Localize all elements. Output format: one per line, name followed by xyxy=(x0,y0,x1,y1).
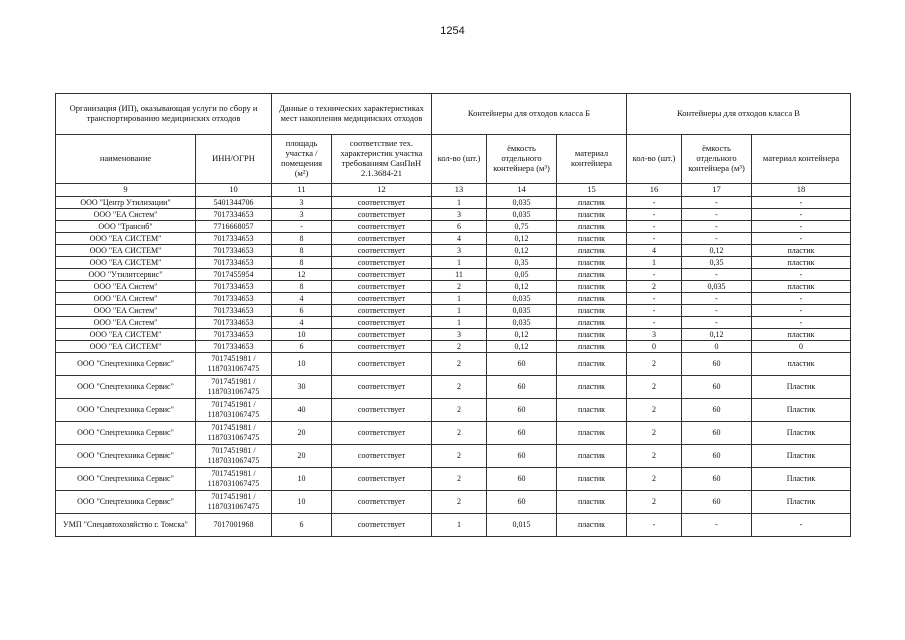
cell-org-name: ООО "Трансиб" xyxy=(56,221,196,233)
cell-b-count: 1 xyxy=(432,257,487,269)
cell-b-material: пластик xyxy=(557,209,627,221)
cell-area: - xyxy=(272,221,332,233)
table-row xyxy=(56,281,851,293)
cell-b-material: пластик xyxy=(557,445,627,468)
header-column-row xyxy=(56,135,851,184)
cell-v-material: Пластик xyxy=(752,422,851,445)
cell-b-material: пластик xyxy=(557,376,627,399)
table-row xyxy=(56,445,851,468)
cell-v-capacity: 60 xyxy=(682,422,752,445)
cell-v-material: - xyxy=(752,233,851,245)
cell-v-count: 2 xyxy=(627,353,682,376)
cell-v-capacity: - xyxy=(682,221,752,233)
cell-org-name: ООО "Спецтехника Сервис" xyxy=(56,399,196,422)
cell-v-capacity: 0,035 xyxy=(682,281,752,293)
cell-b-capacity: 0,12 xyxy=(487,233,557,245)
cell-area: 8 xyxy=(272,233,332,245)
table-row xyxy=(56,257,851,269)
cell-b-material: пластик xyxy=(557,341,627,353)
cell-inn-ogrn: 7017334653 xyxy=(196,341,272,353)
cell-b-capacity: 0,035 xyxy=(487,317,557,329)
cell-org-name: ООО "ЕА СИСТЕМ" xyxy=(56,341,196,353)
table-row xyxy=(56,422,851,445)
cell-compliance: соответствует xyxy=(332,514,432,537)
cell-b-count: 2 xyxy=(432,445,487,468)
cell-b-material: пластик xyxy=(557,221,627,233)
cell-area: 3 xyxy=(272,209,332,221)
header-v-material: материал контейнера xyxy=(752,135,851,184)
cell-b-material: пластик xyxy=(557,197,627,209)
table-row xyxy=(56,376,851,399)
cell-org-name: ООО "ЕА СИСТЕМ" xyxy=(56,233,196,245)
cell-area: 10 xyxy=(272,329,332,341)
cell-b-capacity: 0,75 xyxy=(487,221,557,233)
cell-v-count: 2 xyxy=(627,445,682,468)
cell-v-material: - xyxy=(752,221,851,233)
cell-v-count: - xyxy=(627,293,682,305)
cell-inn-ogrn: 7017334653 xyxy=(196,233,272,245)
cell-inn-ogrn: 7017334653 xyxy=(196,209,272,221)
header-v-count: кол-во (шт.) xyxy=(627,135,682,184)
cell-b-material: пластик xyxy=(557,257,627,269)
cell-v-count: - xyxy=(627,221,682,233)
cell-v-capacity: 60 xyxy=(682,445,752,468)
cell-org-name: ООО "ЕА Систем" xyxy=(56,305,196,317)
header-name: наименование xyxy=(56,135,196,184)
cell-inn-ogrn: 7017334653 xyxy=(196,293,272,305)
table-row xyxy=(56,209,851,221)
cell-b-material: пластик xyxy=(557,281,627,293)
cell-b-capacity: 0,12 xyxy=(487,329,557,341)
cell-b-capacity: 60 xyxy=(487,399,557,422)
column-number: 10 xyxy=(196,184,272,197)
cell-inn-ogrn: 7017334653 xyxy=(196,245,272,257)
cell-area: 4 xyxy=(272,293,332,305)
cell-v-material: Пластик xyxy=(752,445,851,468)
table-row xyxy=(56,221,851,233)
cell-v-count: - xyxy=(627,514,682,537)
cell-v-material: - xyxy=(752,293,851,305)
cell-b-capacity: 0,35 xyxy=(487,257,557,269)
cell-inn-ogrn: 7017334653 xyxy=(196,257,272,269)
cell-org-name: ООО "ЕА СИСТЕМ" xyxy=(56,245,196,257)
cell-b-capacity: 0,12 xyxy=(487,245,557,257)
cell-compliance: соответствует xyxy=(332,245,432,257)
cell-area: 8 xyxy=(272,257,332,269)
table-row xyxy=(56,341,851,353)
cell-b-count: 2 xyxy=(432,281,487,293)
cell-b-capacity: 60 xyxy=(487,468,557,491)
cell-compliance: соответствует xyxy=(332,257,432,269)
cell-v-capacity: - xyxy=(682,233,752,245)
column-number: 14 xyxy=(487,184,557,197)
cell-v-count: - xyxy=(627,269,682,281)
cell-area: 6 xyxy=(272,305,332,317)
cell-b-material: пластик xyxy=(557,233,627,245)
cell-area: 6 xyxy=(272,514,332,537)
cell-v-capacity: 60 xyxy=(682,376,752,399)
cell-inn-ogrn: 7017451981 / 1187031067475 xyxy=(196,491,272,514)
table-row xyxy=(56,317,851,329)
cell-v-capacity: - xyxy=(682,317,752,329)
cell-v-count: 0 xyxy=(627,341,682,353)
cell-compliance: соответствует xyxy=(332,341,432,353)
cell-b-capacity: 0,035 xyxy=(487,305,557,317)
cell-b-count: 1 xyxy=(432,305,487,317)
cell-inn-ogrn: 7017451981 / 1187031067475 xyxy=(196,376,272,399)
cell-compliance: соответствует xyxy=(332,197,432,209)
cell-v-capacity: 60 xyxy=(682,399,752,422)
cell-v-count: 1 xyxy=(627,257,682,269)
cell-compliance: соответствует xyxy=(332,317,432,329)
cell-v-material: - xyxy=(752,317,851,329)
cell-v-count: - xyxy=(627,305,682,317)
cell-inn-ogrn: 7017334653 xyxy=(196,329,272,341)
cell-org-name: ООО "ЕА Систем" xyxy=(56,209,196,221)
cell-b-count: 6 xyxy=(432,221,487,233)
cell-area: 4 xyxy=(272,317,332,329)
cell-v-count: 2 xyxy=(627,399,682,422)
cell-v-count: 2 xyxy=(627,376,682,399)
cell-compliance: соответствует xyxy=(332,293,432,305)
cell-area: 8 xyxy=(272,245,332,257)
cell-org-name: ООО "Утилитсервис" xyxy=(56,269,196,281)
cell-v-capacity: 60 xyxy=(682,491,752,514)
cell-v-material: - xyxy=(752,269,851,281)
cell-compliance: соответствует xyxy=(332,269,432,281)
cell-b-capacity: 60 xyxy=(487,353,557,376)
cell-org-name: ООО "ЕА СИСТЕМ" xyxy=(56,257,196,269)
cell-b-capacity: 0,12 xyxy=(487,341,557,353)
header-b-count: кол-во (шт.) xyxy=(432,135,487,184)
cell-b-capacity: 60 xyxy=(487,422,557,445)
cell-b-count: 2 xyxy=(432,422,487,445)
cell-area: 8 xyxy=(272,281,332,293)
cell-org-name: ООО "Спецтехника Сервис" xyxy=(56,353,196,376)
cell-b-count: 3 xyxy=(432,329,487,341)
cell-v-material: пластик xyxy=(752,257,851,269)
table-row xyxy=(56,399,851,422)
cell-b-count: 2 xyxy=(432,399,487,422)
cell-v-capacity: - xyxy=(682,197,752,209)
cell-b-capacity: 0,035 xyxy=(487,197,557,209)
cell-area: 20 xyxy=(272,445,332,468)
cell-area: 10 xyxy=(272,353,332,376)
cell-v-count: - xyxy=(627,197,682,209)
cell-b-capacity: 60 xyxy=(487,445,557,468)
column-number: 18 xyxy=(752,184,851,197)
cell-b-material: пластик xyxy=(557,329,627,341)
cell-org-name: ООО "Спецтехника Сервис" xyxy=(56,376,196,399)
cell-b-count: 2 xyxy=(432,491,487,514)
table-row xyxy=(56,245,851,257)
waste-containers-table xyxy=(55,93,851,537)
table-row xyxy=(56,514,851,537)
cell-b-material: пластик xyxy=(557,317,627,329)
cell-compliance: соответствует xyxy=(332,422,432,445)
cell-org-name: ООО "Спецтехника Сервис" xyxy=(56,491,196,514)
header-b-capacity: ёмкость отдельного контейнера (м³) xyxy=(487,135,557,184)
cell-v-material: пластик xyxy=(752,329,851,341)
table-row xyxy=(56,269,851,281)
column-number: 11 xyxy=(272,184,332,197)
column-number: 16 xyxy=(627,184,682,197)
cell-b-material: пластик xyxy=(557,514,627,537)
table-row xyxy=(56,305,851,317)
cell-b-count: 1 xyxy=(432,197,487,209)
cell-b-count: 1 xyxy=(432,317,487,329)
cell-v-capacity: 60 xyxy=(682,353,752,376)
cell-compliance: соответствует xyxy=(332,233,432,245)
header-class-b-containers: Контейнеры для отходов класса Б xyxy=(432,94,627,135)
cell-v-capacity: 0,12 xyxy=(682,329,752,341)
cell-v-count: - xyxy=(627,317,682,329)
cell-b-material: пластик xyxy=(557,468,627,491)
cell-org-name: ООО "ЕА Систем" xyxy=(56,317,196,329)
cell-v-count: - xyxy=(627,209,682,221)
cell-v-material: пластик xyxy=(752,353,851,376)
cell-area: 10 xyxy=(272,468,332,491)
cell-v-count: 2 xyxy=(627,468,682,491)
cell-inn-ogrn: 7017451981 / 1187031067475 xyxy=(196,353,272,376)
cell-v-capacity: 60 xyxy=(682,468,752,491)
cell-v-capacity: - xyxy=(682,209,752,221)
column-number: 17 xyxy=(682,184,752,197)
cell-v-count: 4 xyxy=(627,245,682,257)
cell-b-material: пластик xyxy=(557,422,627,445)
cell-inn-ogrn: 5401344706 xyxy=(196,197,272,209)
page-number: 1254 xyxy=(440,25,465,37)
cell-v-count: 2 xyxy=(627,281,682,293)
header-group-row xyxy=(56,94,851,135)
cell-v-material: - xyxy=(752,514,851,537)
cell-v-material: Пластик xyxy=(752,399,851,422)
cell-b-count: 3 xyxy=(432,245,487,257)
cell-org-name: ООО "Центр Утилизации" xyxy=(56,197,196,209)
cell-b-capacity: 0,035 xyxy=(487,209,557,221)
cell-compliance: соответствует xyxy=(332,221,432,233)
cell-v-capacity: 0 xyxy=(682,341,752,353)
cell-b-material: пластик xyxy=(557,269,627,281)
cell-b-capacity: 0,05 xyxy=(487,269,557,281)
cell-v-capacity: - xyxy=(682,269,752,281)
cell-b-capacity: 0,12 xyxy=(487,281,557,293)
column-number: 12 xyxy=(332,184,432,197)
cell-org-name: ООО "ЕА Систем" xyxy=(56,281,196,293)
cell-v-material: Пластик xyxy=(752,468,851,491)
cell-b-count: 1 xyxy=(432,293,487,305)
header-class-v-containers: Контейнеры для отходов класса В xyxy=(627,94,851,135)
cell-inn-ogrn: 7017001968 xyxy=(196,514,272,537)
cell-area: 10 xyxy=(272,491,332,514)
cell-b-material: пластик xyxy=(557,305,627,317)
cell-compliance: соответствует xyxy=(332,353,432,376)
header-organization: Организация (ИП), оказывающая услуги по сбору и транспортированию медицинских отходов xyxy=(56,94,272,135)
cell-inn-ogrn: 7017451981 / 1187031067475 xyxy=(196,468,272,491)
table-row xyxy=(56,197,851,209)
table-row xyxy=(56,468,851,491)
cell-b-capacity: 60 xyxy=(487,376,557,399)
table-row xyxy=(56,329,851,341)
cell-v-count: 3 xyxy=(627,329,682,341)
cell-inn-ogrn: 7017451981 / 1187031067475 xyxy=(196,445,272,468)
cell-compliance: соответствует xyxy=(332,468,432,491)
cell-b-count: 3 xyxy=(432,209,487,221)
cell-org-name: ООО "Спецтехника Сервис" xyxy=(56,445,196,468)
cell-area: 12 xyxy=(272,269,332,281)
cell-b-capacity: 60 xyxy=(487,491,557,514)
header-compliance: соответствие тех. характеристик участка требованиям СанПиН 2.1.3684-21 xyxy=(332,135,432,184)
cell-v-count: 2 xyxy=(627,422,682,445)
cell-compliance: соответствует xyxy=(332,329,432,341)
cell-v-material: 0 xyxy=(752,341,851,353)
cell-inn-ogrn: 7017334653 xyxy=(196,317,272,329)
cell-area: 30 xyxy=(272,376,332,399)
cell-v-material: - xyxy=(752,305,851,317)
column-number: 15 xyxy=(557,184,627,197)
cell-v-material: пластик xyxy=(752,281,851,293)
cell-b-count: 2 xyxy=(432,341,487,353)
cell-v-material: - xyxy=(752,197,851,209)
column-number: 13 xyxy=(432,184,487,197)
cell-inn-ogrn: 7017334653 xyxy=(196,281,272,293)
header-v-capacity: ёмкость отдельного контейнера (м³) xyxy=(682,135,752,184)
header-b-material: материал контейнера xyxy=(557,135,627,184)
cell-org-name: ООО "Спецтехника Сервис" xyxy=(56,468,196,491)
cell-v-count: - xyxy=(627,233,682,245)
cell-b-count: 2 xyxy=(432,353,487,376)
cell-b-count: 1 xyxy=(432,514,487,537)
table-row xyxy=(56,293,851,305)
cell-v-capacity: - xyxy=(682,514,752,537)
cell-compliance: соответствует xyxy=(332,399,432,422)
cell-compliance: соответствует xyxy=(332,376,432,399)
cell-v-capacity: - xyxy=(682,293,752,305)
cell-b-count: 2 xyxy=(432,468,487,491)
table-row xyxy=(56,353,851,376)
cell-compliance: соответствует xyxy=(332,209,432,221)
cell-b-capacity: 0,035 xyxy=(487,293,557,305)
cell-b-count: 11 xyxy=(432,269,487,281)
cell-b-material: пластик xyxy=(557,293,627,305)
cell-area: 40 xyxy=(272,399,332,422)
cell-v-material: пластик xyxy=(752,245,851,257)
cell-compliance: соответствует xyxy=(332,281,432,293)
column-number-row xyxy=(56,184,851,197)
header-site-characteristics: Данные о технических характеристиках мест накопления медицинских отходов xyxy=(272,94,432,135)
cell-compliance: соответствует xyxy=(332,445,432,468)
cell-area: 6 xyxy=(272,341,332,353)
cell-inn-ogrn: 7017334653 xyxy=(196,305,272,317)
table-row xyxy=(56,491,851,514)
cell-inn-ogrn: 7716668057 xyxy=(196,221,272,233)
cell-inn-ogrn: 7017451981 / 1187031067475 xyxy=(196,422,272,445)
cell-inn-ogrn: 7017451981 / 1187031067475 xyxy=(196,399,272,422)
cell-v-capacity: 0,35 xyxy=(682,257,752,269)
cell-org-name: УМП "Спецавтохозяйство г. Томска" xyxy=(56,514,196,537)
cell-area: 20 xyxy=(272,422,332,445)
cell-v-capacity: - xyxy=(682,305,752,317)
cell-b-material: пластик xyxy=(557,245,627,257)
cell-inn-ogrn: 7017455954 xyxy=(196,269,272,281)
cell-v-material: Пластик xyxy=(752,491,851,514)
cell-v-material: - xyxy=(752,209,851,221)
cell-b-count: 2 xyxy=(432,376,487,399)
column-number: 9 xyxy=(56,184,196,197)
cell-org-name: ООО "ЕА СИСТЕМ" xyxy=(56,329,196,341)
header-area: площадь участка / помещения (м²) xyxy=(272,135,332,184)
cell-compliance: соответствует xyxy=(332,491,432,514)
cell-org-name: ООО "ЕА Систем" xyxy=(56,293,196,305)
cell-b-material: пластик xyxy=(557,353,627,376)
table-row xyxy=(56,233,851,245)
cell-compliance: соответствует xyxy=(332,305,432,317)
cell-v-material: Пластик xyxy=(752,376,851,399)
header-inn: ИНН/ОГРН xyxy=(196,135,272,184)
cell-org-name: ООО "Спецтехника Сервис" xyxy=(56,422,196,445)
cell-area: 3 xyxy=(272,197,332,209)
table-body xyxy=(56,197,851,537)
cell-b-material: пластик xyxy=(557,491,627,514)
cell-b-material: пластик xyxy=(557,399,627,422)
cell-v-count: 2 xyxy=(627,491,682,514)
cell-b-capacity: 0,015 xyxy=(487,514,557,537)
cell-b-count: 4 xyxy=(432,233,487,245)
cell-v-capacity: 0,12 xyxy=(682,245,752,257)
